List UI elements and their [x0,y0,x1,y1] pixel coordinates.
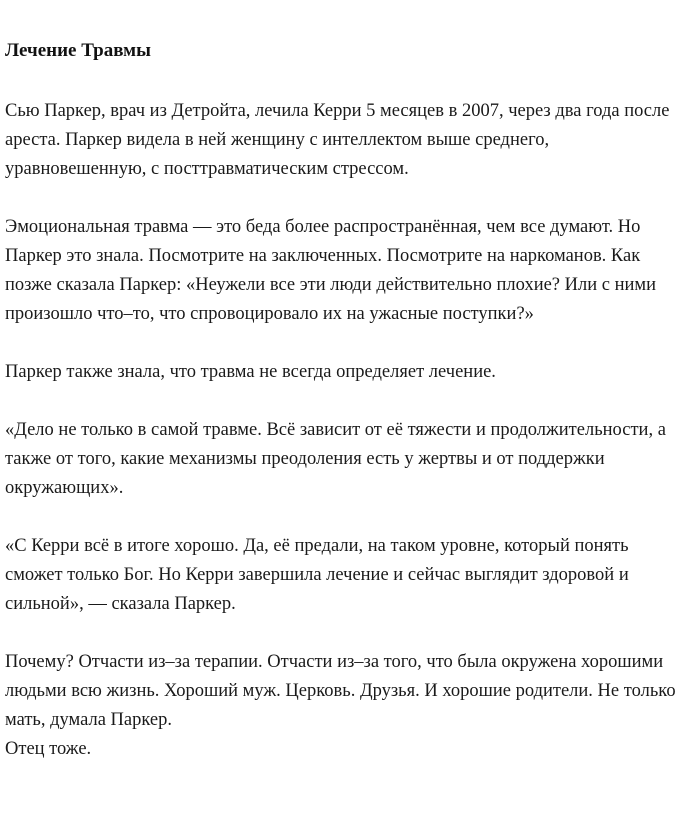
article-title: Лечение Травмы [5,40,151,61]
paragraph-emotional-trauma: Эмоциональная травма — это беда более распространённая, чем все думают. Но Паркер это знала. Посмотрите на заключенных. Посмотрите на наркоманов. Как позже сказала Паркер: «Неужели все эти люди действительно плохие? Или с ними произошло что–то, что спровоцировало их на ужасные поступки?» [5,217,657,324]
article [5,0,689,764]
paragraph-parker-intro: Сью Паркер, врач из Детройта, лечила Керри 5 месяцев в 2007, через два года после ареста. Паркер видела в ней женщину с интеллектом выше среднего, уравновешенную, с посттравматическим стрессом. [5,101,670,179]
paragraph-father: Отец тоже. [5,739,92,759]
paragraph-quote-severity: «Дело не только в самой травме. Всё зависит от её тяжести и продолжительности, а также от того, какие механизмы преодоления есть у жертвы и от поддержки окружающих». [5,420,666,498]
paragraph-why: Почему? Отчасти из–за терапии. Отчасти из–за того, что была окружена хорошими людьми всю жизнь. Хороший муж. Церковь. Друзья. И хорошие родители. Не только мать, думала Паркер. [5,652,676,730]
paragraph-trauma-treatment: Паркер также знала, что травма не всегда определяет лечение. [5,362,496,382]
paragraph-quote-kerry: «С Керри всё в итоге хорошо. Да, её предали, на таком уровне, который понять сможет только Бог. Но Керри завершила лечение и сейчас выглядит здоровой и сильной», — сказала Паркер. [5,536,629,614]
